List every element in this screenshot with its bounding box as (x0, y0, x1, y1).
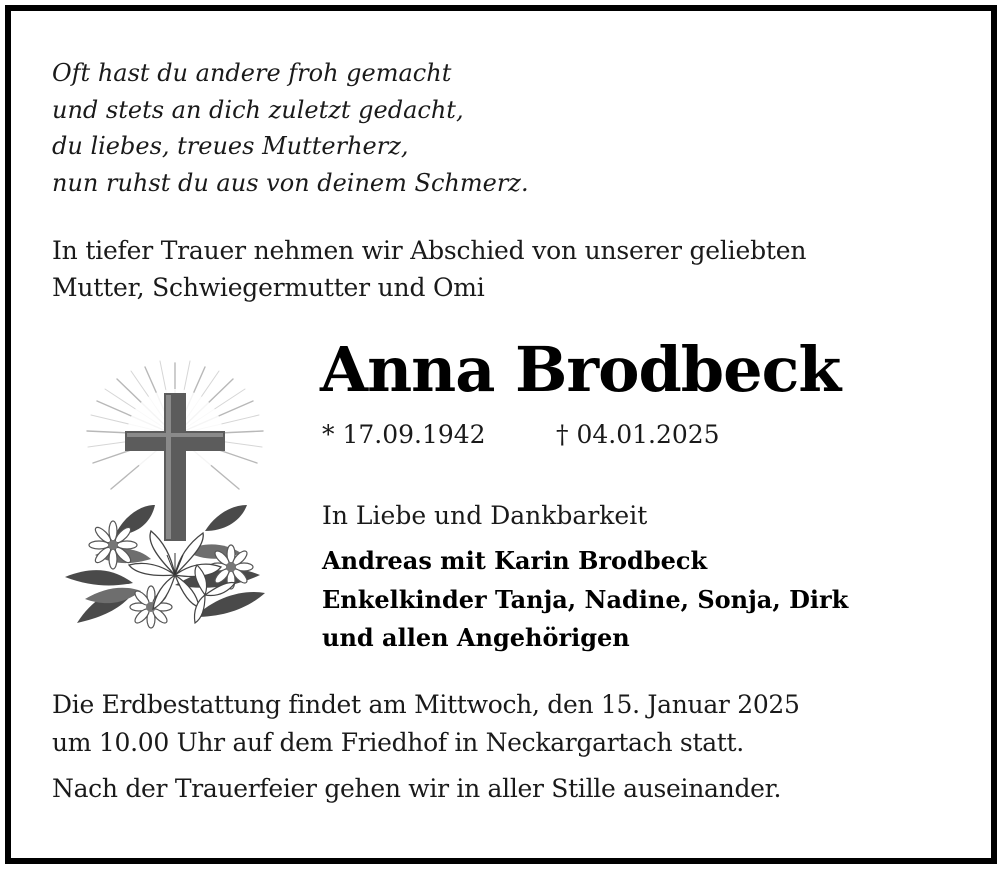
poem-line: und stets an dich zuletzt gedacht, (52, 95, 464, 124)
birth-date: * 17.09.1942 (322, 420, 486, 449)
mourner-line: Andreas mit Karin Brodbeck (322, 546, 708, 575)
poem-line: nun ruhst du aus von deinem Schmerz. (52, 168, 529, 197)
cross-with-flowers-icon (55, 355, 285, 645)
intro-line: In tiefer Trauer nehmen wir Abschied von unserer geliebten (52, 236, 807, 265)
intro-text (52, 232, 806, 306)
closing-note: Nach der Trauerfeier gehen wir in aller Stille auseinander. (52, 774, 782, 803)
mourner-line: und allen Angehörigen (322, 623, 630, 652)
mourners-list (322, 542, 848, 658)
poem (52, 55, 529, 201)
funeral-line: Die Erdbestattung findet am Mittwoch, den 15. Januar 2025 (52, 690, 800, 719)
poem-line: Oft hast du andere froh gemacht (52, 59, 452, 87)
mourner-line: Enkelkinder Tanja, Nadine, Sonja, Dirk (322, 584, 849, 614)
death-date: † 04.01.2025 (556, 420, 720, 449)
funeral-line: um 10.00 Uhr auf dem Friedhof in Neckargartach statt. (52, 728, 744, 757)
poem-line: du liebes, treues Mutterherz, (52, 132, 409, 160)
mourners-heading: In Liebe und Dankbarkeit (322, 501, 648, 530)
intro-line: Mutter, Schwiegermutter und Omi (52, 273, 485, 302)
deceased-name: Anna Brodbeck (320, 333, 841, 406)
funeral-info (52, 686, 800, 762)
